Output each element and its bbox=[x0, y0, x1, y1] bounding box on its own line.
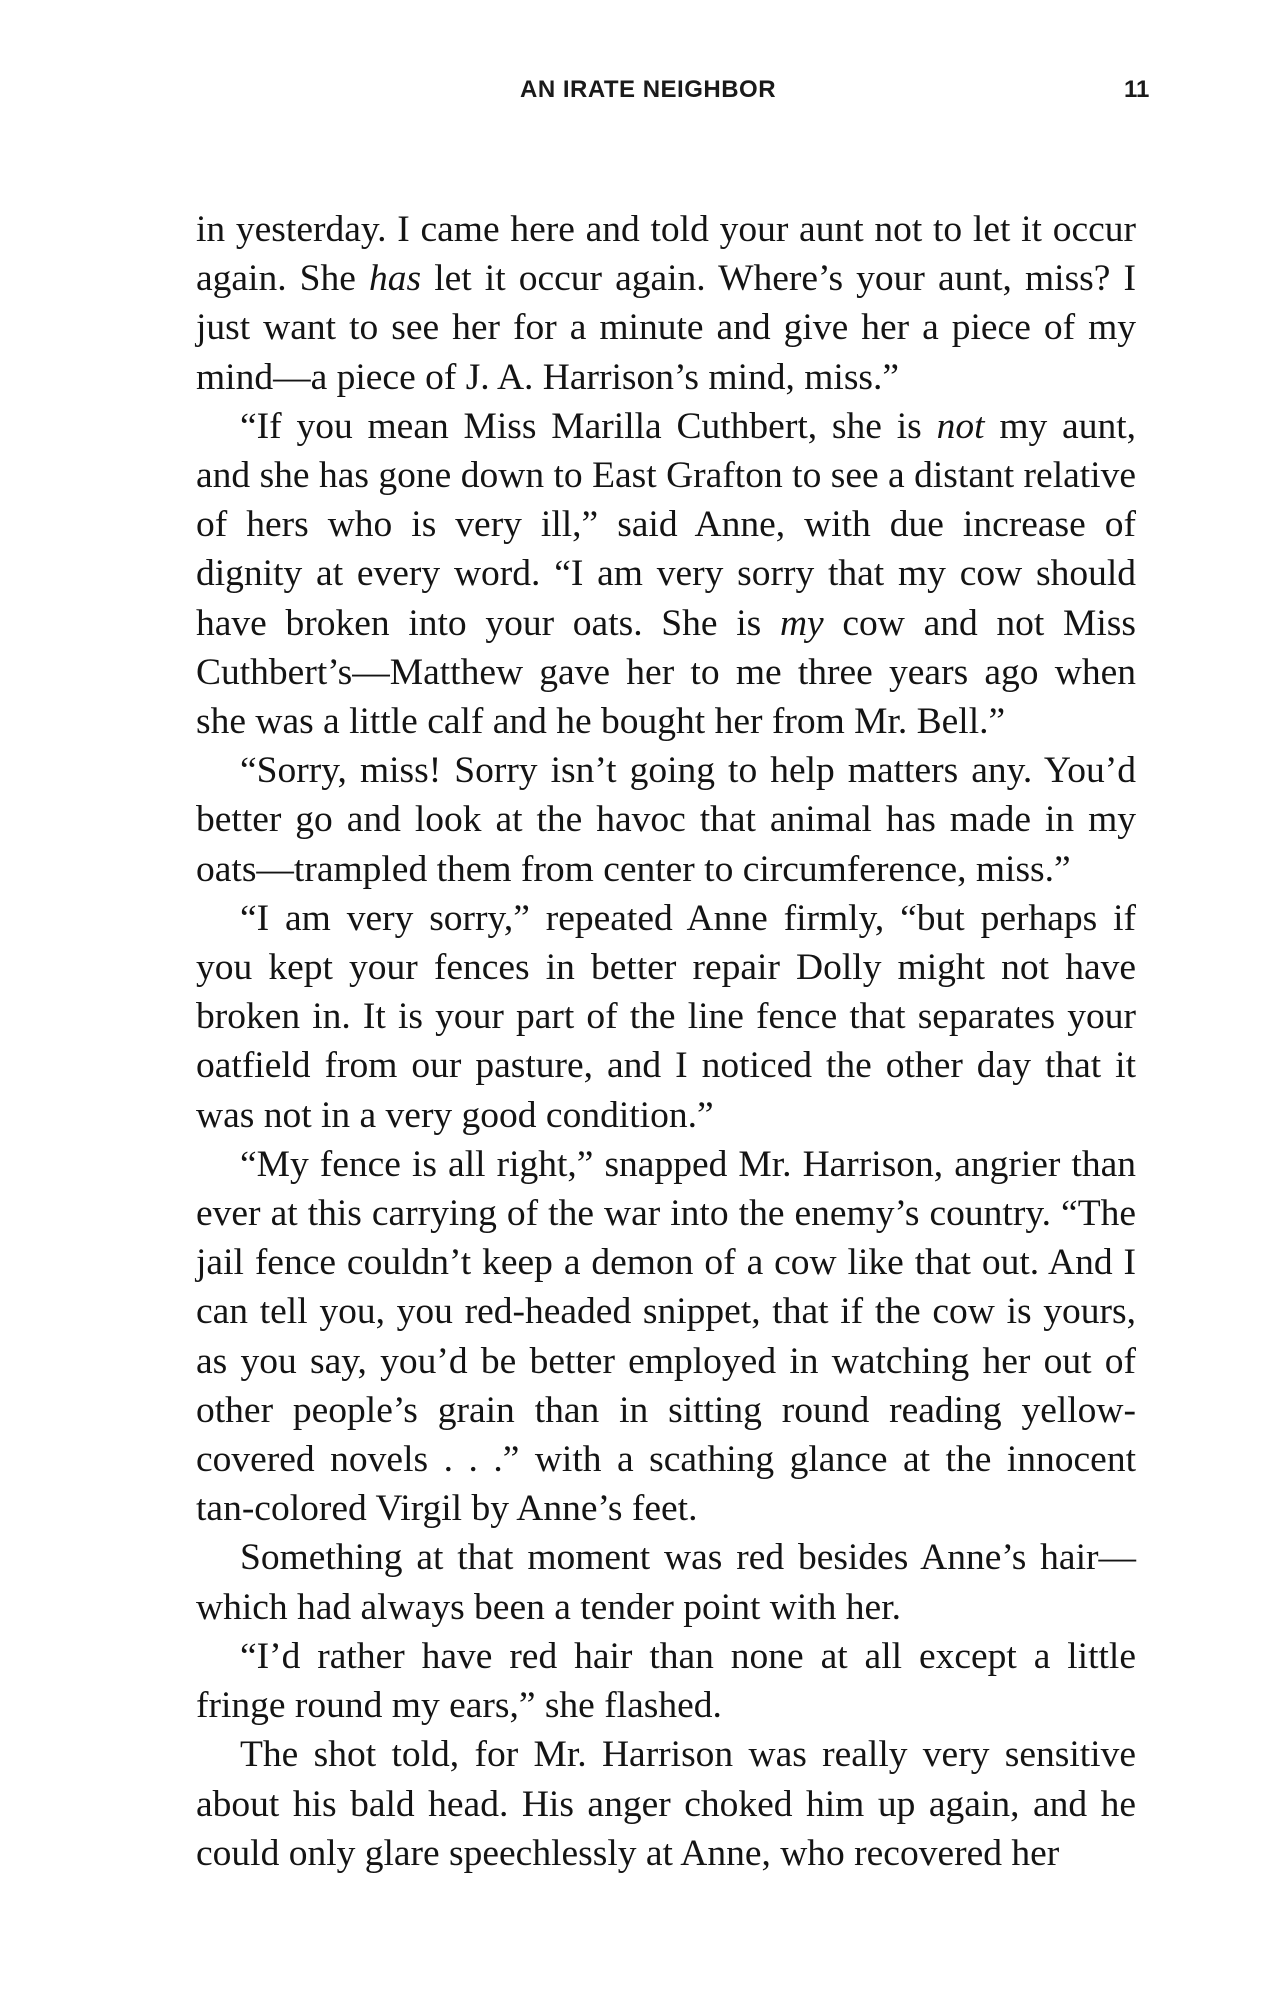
text-run: let it occur again. Where’s your aunt, miss? I just want to see her for a minute and give her a piece of my mind—a piece of J. A. Harrison’s mind, miss.” bbox=[196, 258, 1136, 398]
italic-text-run: not bbox=[936, 405, 985, 447]
paragraph bbox=[196, 205, 1136, 402]
paragraph bbox=[196, 402, 1136, 746]
text-run: “Sorry, miss! Sorry isn’t going to help matters any. You’d better go and look at the havoc that animal has made in my oats—trampled them from center to circumference, miss.” bbox=[196, 750, 1136, 890]
paragraph bbox=[196, 1730, 1136, 1878]
page-number: 11 bbox=[1124, 76, 1150, 103]
italic-text-run: my bbox=[779, 602, 824, 644]
running-title: AN IRATE NEIGHBOR bbox=[520, 76, 777, 103]
paragraph bbox=[196, 1533, 1136, 1631]
text-run: “I’d rather have red hair than none at all except a little fringe round my ears,” she flashed. bbox=[196, 1635, 1136, 1727]
paragraph bbox=[196, 1140, 1136, 1534]
text-run: “If you mean Miss Marilla Cuthbert, she is bbox=[240, 405, 937, 447]
running-head bbox=[0, 76, 1285, 116]
text-run: my aunt, and she has gone down to East Grafton to see a distant relative of hers who is very ill,” said Anne, with due increase of dignity at every word. “I am very sorry that my cow should have broken into your oats. She is bbox=[196, 405, 1136, 644]
text-run: in yesterday. I came here and told your aunt not to let it occur again. She bbox=[196, 209, 1136, 300]
text-run: “My fence is all right,” snapped Mr. Harrison, angrier than ever at this carrying of the war into the enemy’s country. “The jail fence couldn’t keep a demon of a cow like that out. And I can tell you, you red-headed snippet, that if the cow is yours, as you say, you’d be better employed in watching her out of other people’s grain than in sitting round reading yellow-covered novels . . .” with a scathing glance at the innocent tan-colored Virgil by Anne’s feet. bbox=[196, 1143, 1136, 1530]
text-run: Something at that moment was red besides Anne’s hair—which had always been a tender point with her. bbox=[196, 1537, 1136, 1628]
paragraph bbox=[196, 894, 1136, 1140]
italic-text-run: has bbox=[369, 258, 422, 300]
paragraph bbox=[196, 746, 1136, 894]
body-text bbox=[196, 205, 1136, 1878]
paragraph bbox=[196, 1632, 1136, 1730]
text-run: The shot told, for Mr. Harrison was really very sensitive about his bald head. His anger choked him up again, and he could only glare speechlessly at Anne, who recovered her bbox=[196, 1734, 1136, 1874]
text-run: “I am very sorry,” repeated Anne firmly, “but perhaps if you kept your fences in better repair Dolly might not have broken in. It is your part of the line fence that separates your oatfield from our pasture, and I noticed the other day that it was not in a very good condition.” bbox=[196, 897, 1136, 1136]
text-run: cow and not Miss Cuthbert’s—Matthew gave her to me three years ago when she was a little calf and he bought her from Mr. Bell.” bbox=[196, 602, 1136, 743]
